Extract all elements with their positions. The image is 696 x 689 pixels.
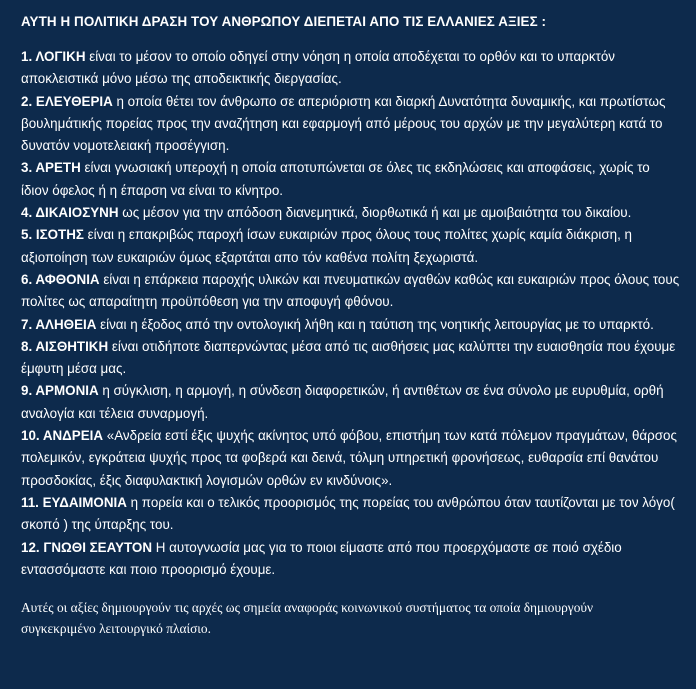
value-description: είναι το μέσον το οποίο οδηγεί στην νόηση η οποία αποδέχεται το ορθόν και το υπαρκτόν αποκλειστικά μόνο μέσω της αποδεικτικής διεργασίας. [21,49,615,87]
value-description: η πορεία και ο τελικός προορισμός της πορείας του ανθρώπου όταν ταυτίζονται με τον λόγο( σκοπό ) της ύπαρξης του. [21,494,675,533]
value-item-harmony [21,380,680,425]
value-description: είναι γνωσιακή υπεροχή η οποία αποτυπώνεται σε όλες τις εκδηλώσεις και αποφάσεις, χωρίς το ίδιον όφελος ή η έπαρση να είναι το κίνητρο. [21,160,650,198]
value-term: 6. ΑΦΘΟΝΙΑ [21,271,100,287]
value-term: 3. ΑΡΕΤΗ [21,160,81,176]
value-item-logic [21,46,680,91]
value-item-abundance [21,269,680,314]
value-item-freedom [21,91,680,158]
value-description: «Ανδρεία εστί έξις ψυχής ακίνητος υπό φόβου, επιστήμη των κατά πόλεμον πραγμάτων, θάρσος πολεμικόν, εγκράτεια ψυχής προς τα φοβερά και δεινά, τόλμη υπηρετική φρονήσεως, ευθαρσία επί θανάτου προσδοκίας, έξις διαφυλακτική λογισμών ορθών εν κινδύνοις». [21,428,677,488]
value-term: 4. ΔΙΚΑΙΟΣΥΝΗ [21,205,119,221]
value-term: 11. ΕΥΔΑΙΜΟΝΙΑ [21,494,127,510]
value-term: 1. ΛΟΓΙΚΗ [21,49,86,64]
value-description: είναι οτιδήποτε διαπερνώντας μέσα από τις αισθήσεις μας καλύπτει την ευαισθησία που έχουμε έμφυτη μέσα μας. [21,338,676,377]
value-term: 2. ΕΛΕΥΘΕΡΙΑ [21,93,113,109]
value-term: 10. ΑΝΔΡΕΙΑ [21,428,104,444]
value-item-know-thyself [21,537,680,582]
values-list [21,46,680,581]
value-description: είναι η επάρκεια παροχής υλικών και πνευματικών αγαθών καθώς και ευκαιριών προς όλους τους πολίτες ως απαραίτητη προϋπόθεση για την αποφυγή φθόνου. [21,271,680,310]
value-term: 9. ΑΡΜΟΝΙΑ [21,383,99,399]
value-item-courage [21,425,680,492]
value-description: η σύγκλιση, η αρμογή, η σύνδεση διαφορετικών, ή αντιθέτων σε ένα σύνολο με ευρυθμία, ορθή αναλογία και τέλεια συναρμογή. [21,383,664,421]
value-item-aesthetics [21,336,680,381]
value-item-virtue [21,157,680,202]
value-description: ως μέσον για την απόδοση διανεμητικά, διορθωτικά ή και με αμοιβαιότητα του δικαίου. [118,205,632,221]
value-description: η οποία θέτει τον άνθρωπο σε απεριόριστη και διαρκή Δυνατότητα δυναμικής, και πρωτίστως βουλημάτικής πορείας προς την αναζήτηση και εφαρμογή από μέρους του αρχών με την μεγαλύτερη κατά το δυνατόν νομοτελειακή προσέγγιση. [21,93,666,154]
value-description: Η αυτογνωσία μας για το ποιοι είμαστε από που προερχόμαστε σε ποιό σχέδιο εντασσόμαστε και ποιο προορισμό έχουμε. [21,539,622,577]
value-term: 7. ΑΛΗΘΕΙΑ [21,316,97,332]
value-description: είναι η έξοδος από την οντολογική λήθη και η ταύτιση της νοητικής λειτουργίας με το υπαρκτό. [96,316,654,332]
value-description: είναι η επακριβώς παροχή ίσων ευκαιριών προς όλους τους πολίτες χωρίς καμία διάκριση, η αξιοποίηση των ευκαιριών όμως εξαρτάται απο τόν καθένα πολίτη ξεχωριστά. [21,227,632,265]
value-item-equality [21,224,680,269]
value-item-justice [21,202,680,224]
value-term: 5. ΙΣΟΤΗΣ [21,227,84,243]
value-term: 8. ΑΙΣΘΗΤΙΚΗ [21,338,109,354]
value-item-truth [21,314,680,336]
value-term: 12. ΓΝΩΘΙ ΣΕΑΥΤΟΝ [21,539,153,555]
document-footnote: Αυτές οι αξίες δημιουργούν τις αρχές ως σημεία αναφοράς κοινωνικού συστήματος τα οποία δημιουργούν συγκεκριμένο λειτουργικό πλαίσιο. [21,600,594,637]
value-item-eudaimonia [21,492,680,537]
document-heading: ΑΥΤΗ Η ΠΟΛΙΤΙΚΗ ΔΡΑΣΗ ΤΟΥ ΑΝΘΡΩΠΟΥ ΔΙΕΠΕΤΑΙ ΑΠΟ ΤΙΣ ΕΛΛΑΝΙΕΣ ΑΞΙΕΣ : [21,14,547,29]
